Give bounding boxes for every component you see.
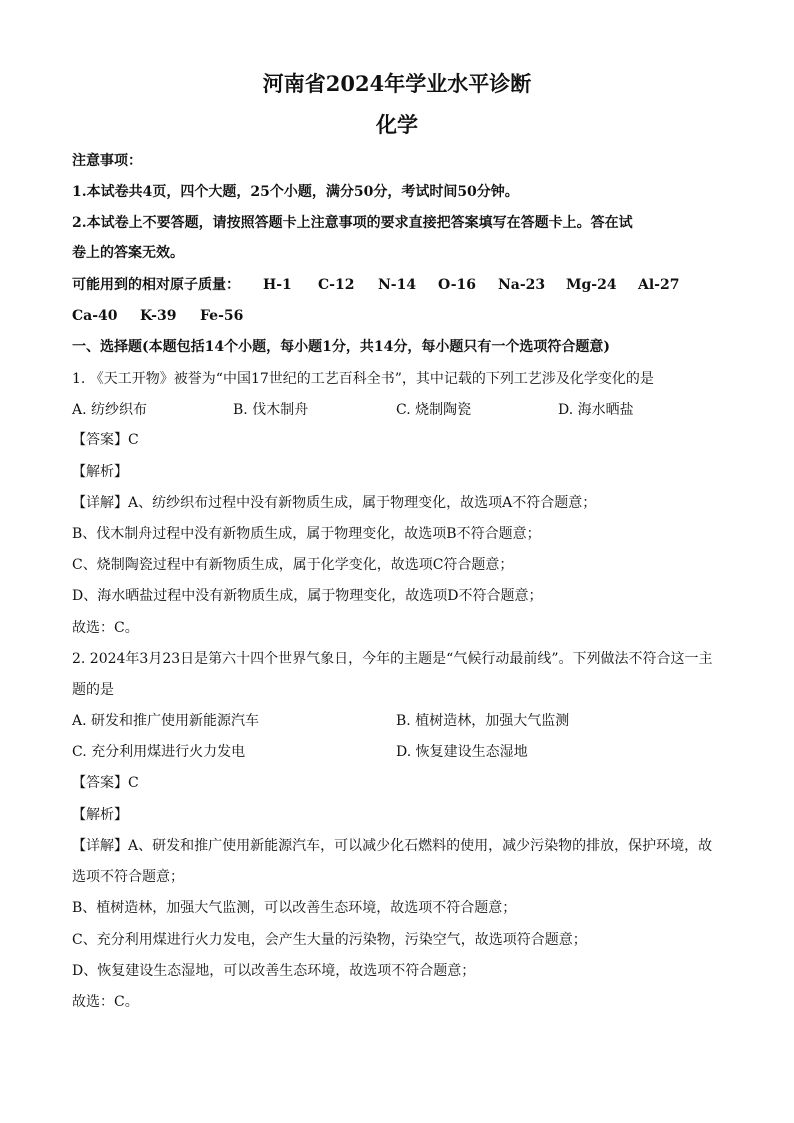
- question-2-option-d: D. 恢复建设生态湿地: [396, 744, 528, 760]
- question-1-analysis: 【解析】: [72, 464, 128, 480]
- question-1-detail-line: 故选：C。: [72, 620, 139, 636]
- question-1-option-a: A. 纺纱织布: [72, 402, 148, 418]
- question-2-detail-line: C、充分利用煤进行火力发电，会产生大量的污染物，污染空气，故选项符合题意；: [72, 932, 587, 948]
- question-1-option-c: C. 烧制陶瓷: [396, 402, 472, 418]
- atomic-mass-item: Mg-24: [566, 277, 617, 293]
- notes-item-1: 1.本试卷共4页，四个大题，25个小题，满分50分，考试时间50分钟。: [72, 184, 519, 200]
- question-1-option-b: B. 伐木制舟: [233, 402, 309, 418]
- atomic-mass-item: Ca-40: [72, 308, 118, 324]
- question-2-option-b: B. 植树造林，加强大气监测: [396, 713, 570, 729]
- question-2-stem-line-2: 题的是: [72, 682, 114, 698]
- section-heading: 一、选择题(本题包括14个小题，每小题1分，共14分，每小题只有一个选项符合题意): [72, 339, 610, 355]
- atomic-mass-item: Na-23: [498, 277, 546, 293]
- atomic-mass-item: Al-27: [638, 277, 680, 293]
- question-1-option-d: D. 海水晒盐: [558, 402, 634, 418]
- question-2-option-c: C. 充分利用煤进行火力发电: [72, 744, 246, 760]
- question-2-analysis: 【解析】: [72, 807, 128, 823]
- question-2-option-a: A. 研发和推广使用新能源汽车: [72, 713, 260, 729]
- question-1-detail-line: 【详解】A、纺纱织布过程中没有新物质生成，属于物理变化，故选项A不符合题意；: [72, 495, 597, 511]
- question-1-stem: 1. 《天工开物》被誉为“中国17世纪的工艺百科全书”，其中记载的下列工艺涉及化学变化的是: [72, 371, 654, 387]
- atomic-mass-item: H-1: [263, 277, 292, 293]
- notes-heading: 注意事项：: [72, 153, 142, 169]
- atomic-mass-item: Fe-56: [200, 308, 244, 324]
- question-2-detail-line: 选项不符合题意；: [72, 869, 184, 885]
- atomic-mass-label: 可能用到的相对原子质量：: [72, 277, 240, 293]
- question-1-answer: 【答案】C: [72, 432, 139, 448]
- question-2-detail-line: B、植树造林，加强大气监测，可以改善生态环境，故选项不符合题意；: [72, 900, 517, 916]
- question-1-detail-line: D、海水晒盐过程中没有新物质生成，属于物理变化，故选项D不符合题意；: [72, 588, 543, 604]
- atomic-mass-item: C-12: [318, 277, 355, 293]
- atomic-mass-item: O-16: [438, 277, 477, 293]
- question-1-detail-line: C、烧制陶瓷过程中有新物质生成，属于化学变化，故选项C符合题意；: [72, 557, 514, 573]
- atomic-mass-item: N-14: [378, 277, 417, 293]
- question-2-stem-line-1: 2. 2024年3月23日是第六十四个世界气象日，今年的主题是“气候行动最前线”。下列做法不符合这一主: [72, 651, 713, 667]
- page-title: 河南省2024年学业水平诊断: [262, 71, 532, 96]
- atomic-mass-item: K-39: [140, 308, 177, 324]
- question-2-answer: 【答案】C: [72, 775, 139, 791]
- question-2-detail-line: D、恢复建设生态湿地，可以改善生态环境，故选项不符合题意；: [72, 963, 476, 979]
- notes-item-2-line-2: 卷上的答案无效。: [72, 245, 184, 261]
- notes-item-2-line-1: 2.本试卷上不要答题，请按照答题卡上注意事项的要求直接把答案填写在答题卡上。答在试: [72, 215, 633, 231]
- subject-title: 化学: [376, 112, 418, 137]
- question-2-detail-line: 故选：C。: [72, 994, 139, 1010]
- question-2-detail-line: 【详解】A、研发和推广使用新能源汽车，可以减少化石燃料的使用，减少污染物的排放，保护环境，故: [72, 838, 713, 854]
- question-1-detail-line: B、伐木制舟过程中没有新物质生成，属于物理变化，故选项B不符合题意；: [72, 526, 541, 542]
